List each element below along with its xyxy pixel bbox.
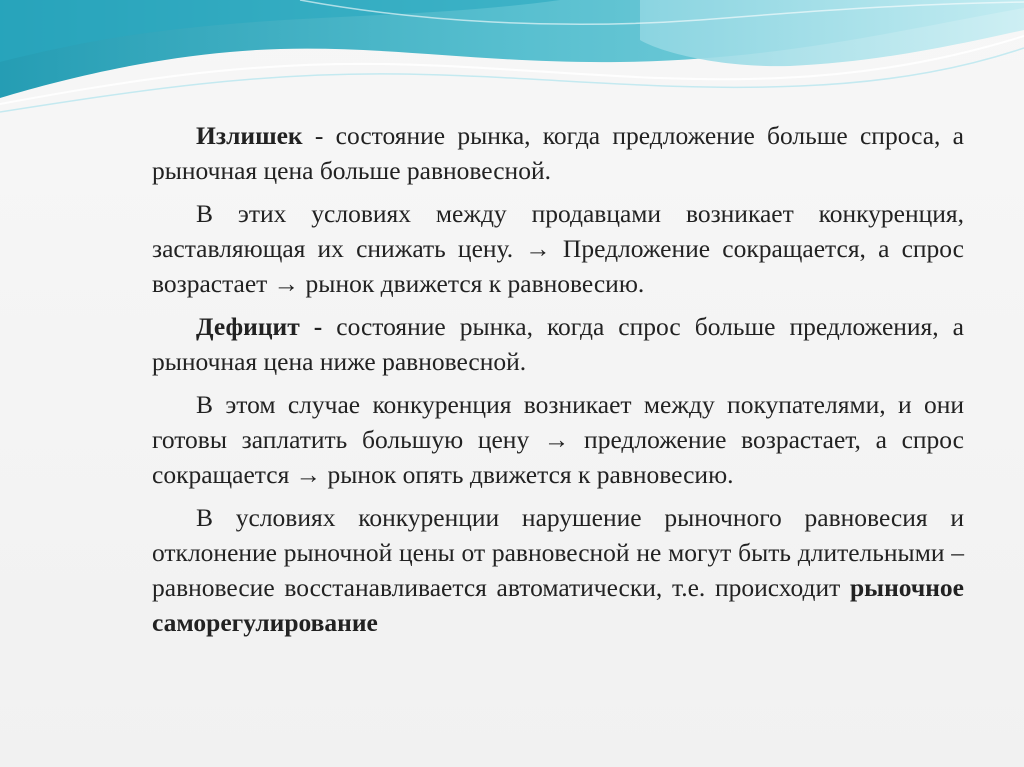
seller-competition-text: В этих условиях между продавцами возникает конкуренция, заставляющая их снижать цену. → Предложение сокращается, а спрос возрастает → рынок движется к равновесию.	[152, 199, 964, 298]
surplus-definition: - состояние рынка, когда предложение больше спроса, а рыночная цена больше равновесной.	[152, 121, 964, 185]
slide-body	[152, 118, 964, 648]
term-deficit: Дефицит -	[196, 312, 323, 341]
paragraph-seller-competition	[152, 196, 964, 301]
paragraph-self-regulation	[152, 500, 964, 640]
self-regulation-emphasis: рыночное саморегулирование	[152, 573, 964, 637]
paragraph-buyer-competition	[152, 387, 964, 492]
buyer-competition-text: В этом случае конкуренция возникает между покупателями, и они готовы заплатить большую цену → предложение возрастает, а спрос сокращается → рынок опять движется к равновесию.	[152, 390, 964, 489]
paragraph-deficit	[152, 309, 964, 379]
term-surplus: Излишек	[196, 121, 303, 150]
deficit-definition: состояние рынка, когда спрос больше предложения, а рыночная цена ниже равновесной.	[152, 312, 964, 376]
decorative-wave-header	[0, 0, 1024, 120]
paragraph-surplus	[152, 118, 964, 188]
self-regulation-text: В условиях конкуренции нарушение рыночного равновесия и отклонение рыночной цены от равновесной не могут быть длительными – равновесие восстанавливается автоматически, т.е. происходит	[152, 503, 964, 602]
